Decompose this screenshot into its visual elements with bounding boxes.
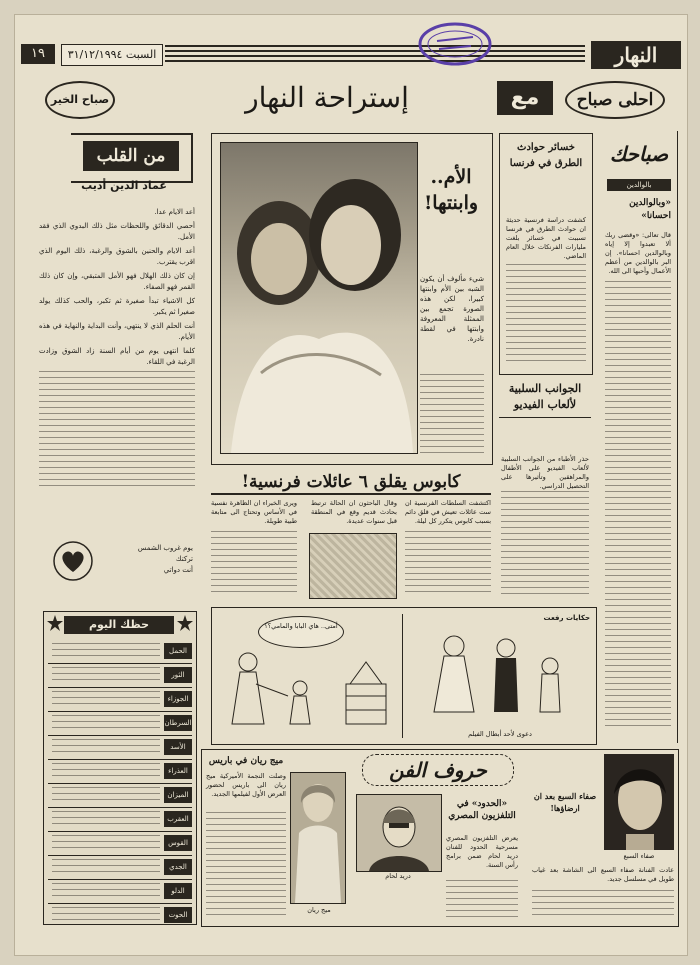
- sign-text: [52, 763, 160, 779]
- france-headline: كابوس يقلق ٦ عائلات فرنسية!: [211, 471, 491, 495]
- column-body: [39, 207, 195, 507]
- sign-label: الأسد: [164, 739, 192, 755]
- text-lines: [532, 890, 674, 920]
- arts-section-title: حروف الفن: [362, 754, 514, 786]
- arts-section: [201, 749, 679, 927]
- france-col: اكتشفت السلطات الفرنسية ان ست عائلات تعيش في قلق دائم بسبب كابوس يتكرر كل ليلة.: [405, 499, 491, 525]
- cartoon-drawing: [410, 626, 590, 724]
- photo-meg-ryan: [290, 772, 346, 904]
- meg-title: ميج ريان في باريس: [208, 756, 284, 766]
- column-author: عماد الدين أديب: [81, 179, 167, 192]
- france-col: وقال الباحثون ان الحالة ترتبط بحادث قديم وقع في المنطقة قبل سنوات عديدة.: [311, 499, 397, 525]
- arts-left: [202, 750, 348, 926]
- text-lines: [39, 371, 195, 491]
- sign-text: [52, 859, 160, 875]
- horoscope-list: [48, 640, 192, 927]
- accidents-headline: خسائر حوادث الطرق في فرنسا: [509, 142, 583, 169]
- video-games-body: حذر الأطباء من الجوانب السلبية لألعاب الفيديو على الأطفال والمراهقين وتأثيرها على التحصيل الدراسي.: [501, 455, 589, 490]
- arts-middle: [352, 750, 522, 926]
- horoscope-row: [48, 904, 192, 927]
- safaa-caption: صفاء السبع: [623, 852, 655, 860]
- cartoon-caption: دعوى لأحد أبطال الفيلم: [468, 730, 532, 738]
- paragraph: إن كان ذلك الهلال فهو الأمل المتبقي، وإن كان ذلك القمر فهو الصفاء.: [39, 272, 195, 291]
- newspaper-page: [14, 14, 688, 956]
- paragraph: كل الاشياء تبدأ صغيرة ثم تكبر، والحب كذلك يولد صغيرا ثم يكبر.: [39, 297, 195, 316]
- photo-family: [309, 533, 397, 599]
- photo-mother-daughter: [220, 142, 418, 454]
- section-title-row: [45, 77, 665, 121]
- horoscope-row: [48, 856, 192, 880]
- heart-icon: [51, 541, 95, 581]
- video-games-story: [499, 381, 591, 601]
- story-headline: الأم.. وابنتها!: [423, 166, 479, 214]
- sign-label: الدلو: [164, 883, 192, 899]
- signoff-line: يوم غروب الشمس: [137, 544, 193, 552]
- paragraph: أنت الحلم الذي لا ينتهي، وأنت البداية والنهاية في هذه الأيام.: [39, 322, 195, 341]
- library-stamp: [417, 21, 493, 67]
- sign-text: [52, 715, 160, 731]
- left-oval: صباح الخير: [45, 81, 115, 119]
- signoff: [123, 543, 193, 576]
- sign-label: الميزان: [164, 787, 192, 803]
- horoscope-row: [48, 880, 192, 904]
- sign-label: العقرب: [164, 811, 192, 827]
- durayd-body: يعرض التلفزيون المصري مسرحية الحدود للفنان دريد لحام ضمن برامج رأس السنة.: [446, 834, 518, 869]
- cartoon-divider: [402, 614, 403, 738]
- masthead: النهار: [591, 41, 681, 69]
- mother-daughter-story: [211, 133, 493, 465]
- signoff-line: أنت دواتي: [163, 566, 193, 574]
- paragraph: أعد الايام والحنين بالشوق والرغبة، ذلك اليوم الذي اقرب يقترب.: [39, 247, 195, 266]
- safaa-title: صفاء السبع بعد ان ارضاؤها!: [533, 791, 597, 813]
- signoff-line: تركتك: [175, 555, 193, 563]
- safaa-body: عادت الفنانة صفاء السبع الى الشاشة بعد غياب طويل في مسلسل جديد.: [532, 866, 674, 883]
- horoscope-row: [48, 808, 192, 832]
- sabah-body: قال تعالى: «وقضى ربك ألا تعبدوا إلا إياه وبالوالدين احسانا». إن البر بالوالدين من أعظم الأعمال وأحبها الى الله.: [605, 231, 671, 275]
- france-col: ويرى الخبراء ان الظاهرة نفسية في الأساس وتحتاج الى متابعة طبية طويلة.: [211, 499, 297, 525]
- video-games-headline: الجوانب السلبية لألعاب الفيديو: [499, 381, 591, 418]
- sign-text: [52, 739, 160, 755]
- text-lines: [506, 264, 586, 364]
- text-lines: [605, 281, 671, 731]
- star-icon: [46, 614, 64, 632]
- sign-label: الثور: [164, 667, 192, 683]
- text-lines: [501, 491, 589, 597]
- section-badge: مع: [497, 81, 553, 115]
- horoscope-row: [48, 712, 192, 736]
- sign-text: [52, 907, 160, 923]
- sign-label: الجوزاء: [164, 691, 192, 707]
- star-icon: [176, 614, 194, 632]
- text-lines: [420, 374, 484, 454]
- cartoon-left: [218, 614, 398, 738]
- horoscope-row: [48, 832, 192, 856]
- paragraph: كلما انتهى يوم من أيام السنة زاد الشوق وزادت الرغبة في اللقاء.: [39, 347, 195, 366]
- horoscope-title: حظك اليوم: [64, 616, 174, 634]
- horoscope-row: [48, 736, 192, 760]
- horoscope-row: [48, 784, 192, 808]
- right-oval: احلى صباح: [565, 81, 665, 119]
- sign-label: العذراء: [164, 763, 192, 779]
- text-lines: [446, 880, 518, 920]
- horoscope-row: [48, 760, 192, 784]
- sabah-title: «وبالوالدين احسانا»: [629, 198, 671, 221]
- sign-text: [52, 787, 160, 803]
- top-header: [21, 41, 681, 69]
- horoscope-row: [48, 640, 192, 664]
- text-lines: [206, 812, 286, 918]
- cartoon-strip: [211, 607, 597, 745]
- sabah-column: [599, 131, 678, 743]
- sabah-logo: صباحك: [609, 142, 669, 166]
- horoscope-row: [48, 688, 192, 712]
- issue-date: السبت ٣١/١٢/١٩٩٤: [61, 44, 163, 66]
- photo-durayd: [356, 794, 442, 872]
- cartoon-bubble: أمتى.. هاي البابا والمامي؟؟: [258, 616, 344, 648]
- text-lines: [405, 531, 491, 597]
- france-story: [211, 471, 491, 601]
- masthead-rule: [165, 45, 585, 65]
- section-title: إستراحة النهار: [245, 81, 409, 114]
- sign-label: الجدي: [164, 859, 192, 875]
- sign-text: [52, 691, 160, 707]
- photo-safaa: [604, 754, 674, 850]
- sign-text: [52, 667, 160, 683]
- meg-caption: ميج ريان: [307, 906, 331, 914]
- cartoon-drawing: [218, 644, 398, 738]
- sign-text: [52, 811, 160, 827]
- horoscope-row: [48, 664, 192, 688]
- horoscope-box: [43, 611, 197, 925]
- page-number: ١٩: [21, 44, 55, 64]
- cartoon-right: [410, 614, 590, 738]
- meg-body: وصلت النجمة الأميركية ميج ريان الى باريس لحضور العرض الأول لفيلمها الجديد.: [206, 772, 286, 798]
- text-lines: [211, 531, 297, 597]
- sign-text: [52, 835, 160, 851]
- sign-text: [52, 643, 160, 659]
- story-body: شيء مألوف أن يكون الشبه بين الأم وابنتها كبيرا، لكن هذه الصورة تجمع بين الممثلة المعروفة وابنتها في لقطة نادرة.: [420, 275, 484, 343]
- sabah-subtitle: بالوالدين: [607, 179, 671, 191]
- column-title-frame: [71, 133, 193, 183]
- paragraph: أحصي الدقائق واللحظات مثل ذلك البدوي الذي فقد الأمل.: [39, 222, 195, 241]
- arts-right: [528, 750, 678, 926]
- sign-text: [52, 883, 160, 899]
- durayd-title: «الحدود» في التلفزيون المصري: [448, 799, 516, 821]
- durayd-caption: دريد لحام: [385, 872, 411, 880]
- paragraph: أعد الايام عدا.: [154, 208, 195, 216]
- cartoon-caption: حكايات رفعت: [543, 614, 590, 622]
- sign-label: القوس: [164, 835, 192, 851]
- column-title: من القلب: [83, 141, 179, 171]
- sign-label: السرطان: [164, 715, 192, 731]
- sign-label: الحمل: [164, 643, 192, 659]
- road-accidents-story: [499, 133, 593, 375]
- accidents-body: كشفت دراسة فرنسية حديثة ان حوادث الطرق في فرنسا تسببت في خسائر بلغت مليارات الفرنكات خلال العام الماضي.: [506, 216, 586, 260]
- sign-label: الحوت: [164, 907, 192, 923]
- column-from-heart: [33, 131, 201, 597]
